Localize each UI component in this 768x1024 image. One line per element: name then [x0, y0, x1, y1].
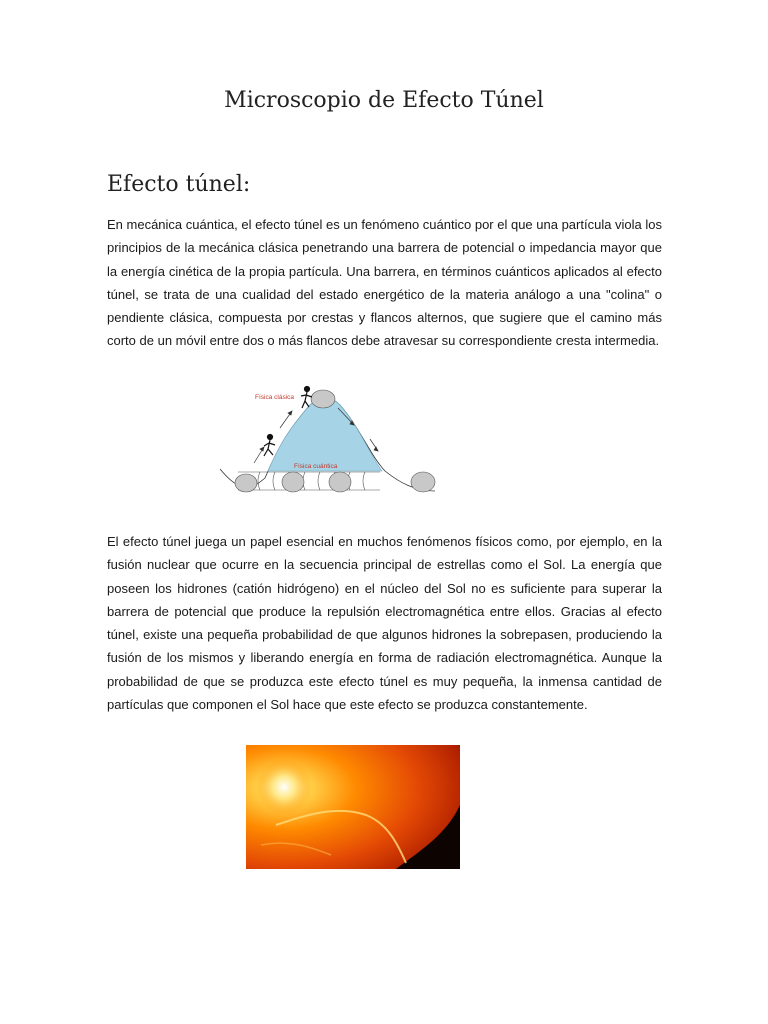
paragraph-intro: En mecánica cuántica, el efecto túnel es un fenómeno cuántico por el que una partícula viola los principios de la mecánica clásica penetrando una barrera de potencial o impedancia mayor que la energía cinética de la propia partícula. Una barrera, en términos cuánticos aplicados al efecto túnel, se trata de una cualidad del estado energético de la materia análogo a una "colina" o pendiente clásica, compuesta por crestas y flancos alternos, que sugiere que el camino más corto de un móvil entre dos o más flancos debe atravesar su correspondiente cresta intermedia. — [107, 217, 663, 349]
paragraph-fusion: El efecto túnel juega un papel esencial en muchos fenómenos físicos como, por ejemplo, en la fusión nuclear que ocurre en la secuencia principal de estrellas como el Sol. La energía que poseen los hidrones (catión hidrógeno) en el núcleo del Sol no es suficiente para superar la barrera de potencial que produce la repulsión electromagnética entre ellos. Gracias al efecto túnel, existe una pequeña probabilidad de que algunos hidrones la sobrepasen, produciendo la fusión de los mismos y liberando energía en forma de radiación electromagnética. Aunque la probabilidad de que se produzca este efecto túnel es muy pequeña, la inmensa cantidad de partículas que componen el Sol hace que este efecto se produzca constantemente. — [107, 534, 662, 713]
tunnel-path — [238, 472, 380, 490]
solar-flare — [256, 759, 312, 815]
label-classical-physics: Física clásica — [255, 394, 295, 401]
potential-barrier-hill — [268, 398, 382, 472]
page-title: Microscopio de Efecto Túnel — [224, 88, 544, 113]
section-heading: Efecto túnel: — [107, 172, 251, 197]
label-quantum-physics: Física cuántica — [294, 463, 338, 470]
tunnel-effect-diagram — [220, 383, 440, 498]
sun-photo — [246, 745, 460, 869]
